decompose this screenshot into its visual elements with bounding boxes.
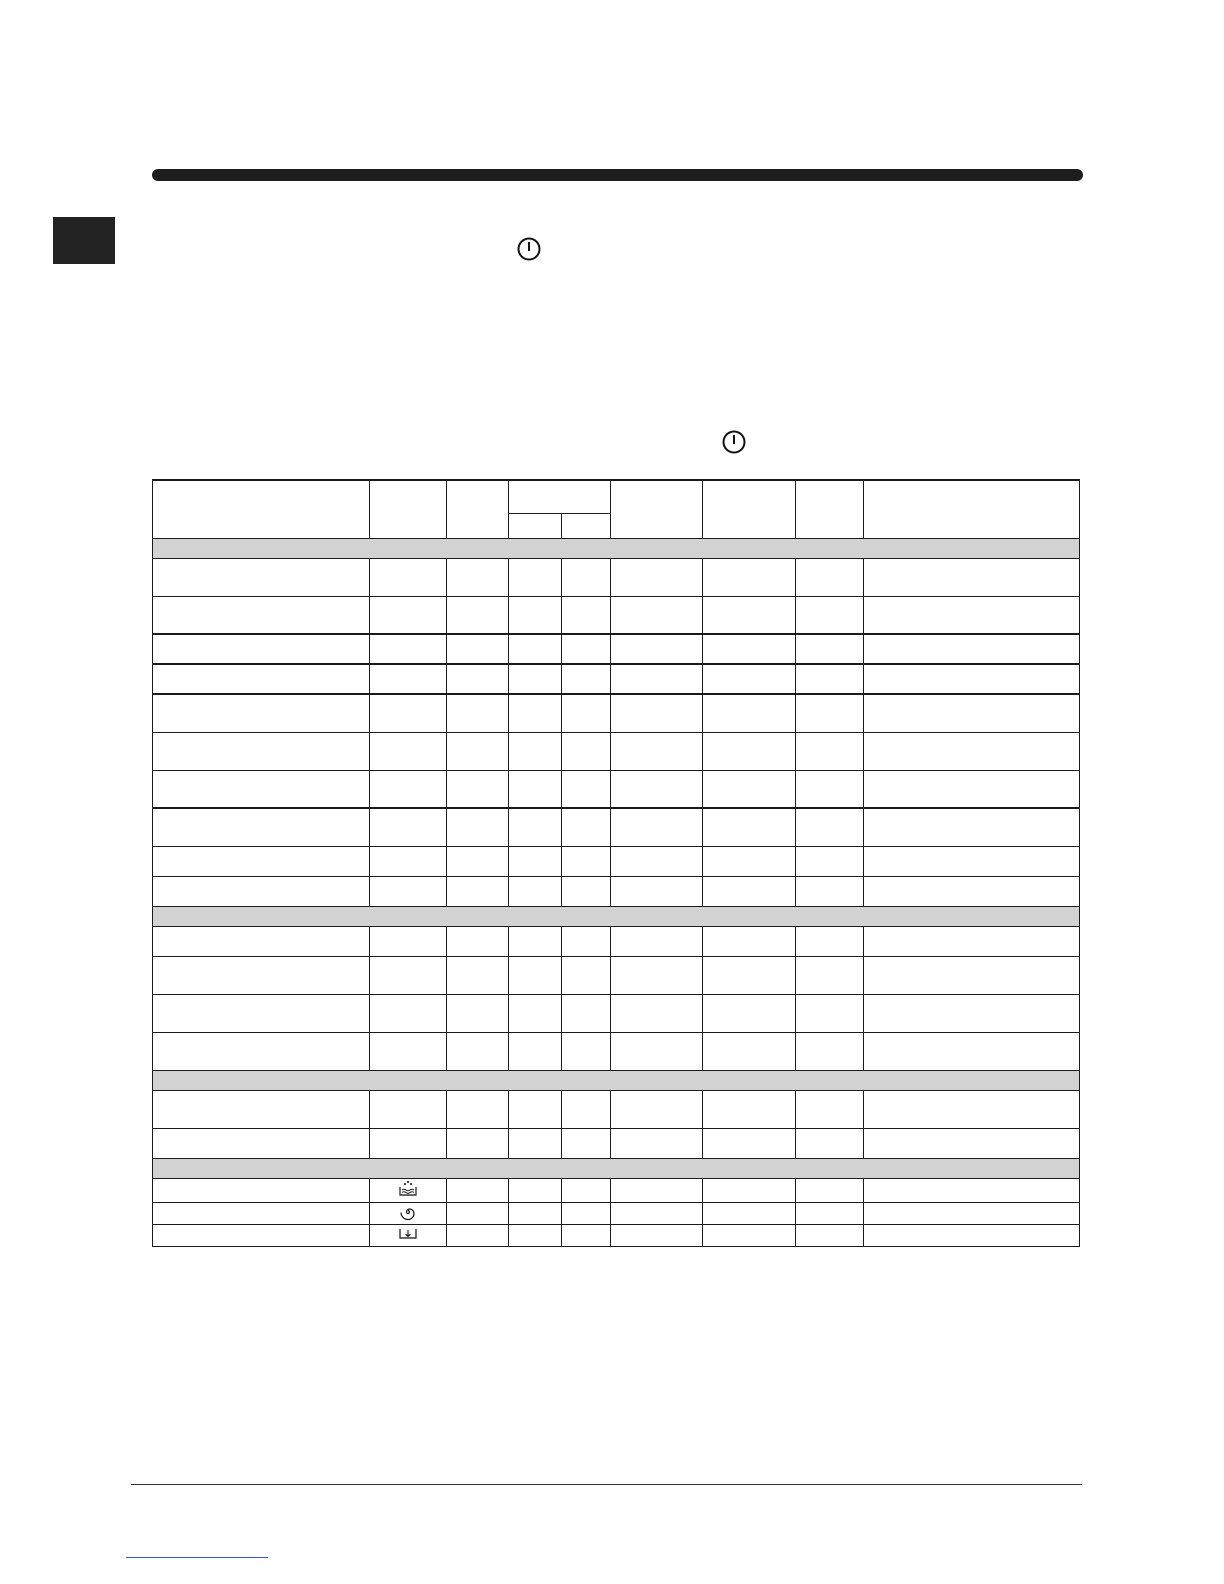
table-cell [864, 1224, 1080, 1246]
table-cell [509, 1090, 562, 1128]
table-cell [447, 634, 509, 664]
table-cell [611, 770, 703, 808]
table-cell [703, 1090, 796, 1128]
table-cell [370, 926, 447, 956]
table-row [153, 846, 1080, 876]
table-cell [864, 994, 1080, 1032]
table-cell [796, 876, 864, 906]
table-cell [153, 732, 370, 770]
table-cell [611, 634, 703, 664]
table-cell [370, 1090, 447, 1128]
table-cell [153, 1178, 370, 1202]
table-row-rinse [153, 1178, 1080, 1202]
table-cell [864, 1128, 1080, 1158]
table-cell [562, 808, 611, 846]
table-cell [562, 994, 611, 1032]
table-cell [796, 664, 864, 694]
power-icon [516, 236, 542, 262]
table-cell [703, 926, 796, 956]
language-tab-marker [53, 217, 115, 264]
table-cell [509, 926, 562, 956]
table-cell [153, 808, 370, 846]
table-cell [703, 1224, 796, 1246]
table-cell [864, 1202, 1080, 1224]
table-cell [153, 926, 370, 956]
table-cell [153, 770, 370, 808]
table-cell [509, 808, 562, 846]
table-cell [447, 1128, 509, 1158]
table-cell [370, 770, 447, 808]
table-cell [153, 1128, 370, 1158]
table-cell [562, 1202, 611, 1224]
table-cell [864, 694, 1080, 732]
table-cell [611, 808, 703, 846]
table-cell [703, 732, 796, 770]
table-cell [611, 926, 703, 956]
header-subcell [562, 513, 611, 538]
table-cell [153, 956, 370, 994]
table-cell [153, 664, 370, 694]
table-cell [509, 770, 562, 808]
table-cell [611, 1202, 703, 1224]
table-cell [796, 1032, 864, 1070]
table-cell [447, 1202, 509, 1224]
table-cell [796, 596, 864, 634]
table-cell [796, 846, 864, 876]
table-cell [864, 846, 1080, 876]
table-cell [796, 994, 864, 1032]
table-cell [562, 846, 611, 876]
table-cell [153, 694, 370, 732]
table-cell [447, 846, 509, 876]
table-cell [153, 994, 370, 1032]
table-cell [562, 634, 611, 664]
table-cell [611, 1032, 703, 1070]
table-row [153, 596, 1080, 634]
table-cell [864, 876, 1080, 906]
table-cell [864, 558, 1080, 596]
table-cell [562, 664, 611, 694]
table-cell [611, 596, 703, 634]
table-cell [703, 558, 796, 596]
table-cell [703, 876, 796, 906]
table-cell [611, 846, 703, 876]
table-cell [509, 994, 562, 1032]
table-cell [611, 664, 703, 694]
footer-link-underline[interactable] [126, 1557, 268, 1558]
table-cell [611, 956, 703, 994]
table-cell [447, 694, 509, 732]
section-band [153, 1158, 1080, 1178]
table-cell [447, 558, 509, 596]
table-cell [703, 596, 796, 634]
table-cell-icon [370, 1224, 447, 1246]
table-cell [864, 732, 1080, 770]
table-row [153, 1032, 1080, 1070]
header-rule [152, 169, 1083, 181]
table-cell [447, 1032, 509, 1070]
table-cell [562, 1090, 611, 1128]
table-cell [796, 808, 864, 846]
table-cell [562, 732, 611, 770]
table-cell [562, 1032, 611, 1070]
table-row [153, 558, 1080, 596]
table-cell [562, 956, 611, 994]
table-cell [447, 994, 509, 1032]
table-cell [864, 634, 1080, 664]
section-band [153, 538, 1080, 558]
header-cell [611, 480, 703, 538]
table-row [153, 634, 1080, 664]
table-cell [562, 770, 611, 808]
table-cell [509, 558, 562, 596]
table-cell [509, 1128, 562, 1158]
table-cell [153, 596, 370, 634]
table-cell [562, 558, 611, 596]
table-cell [864, 808, 1080, 846]
table-row [153, 956, 1080, 994]
table-cell [611, 1090, 703, 1128]
table-cell [509, 1224, 562, 1246]
table-cell [703, 1128, 796, 1158]
header-cell-description [864, 480, 1080, 538]
section-band [153, 906, 1080, 926]
table-cell [864, 596, 1080, 634]
table-cell [153, 1032, 370, 1070]
table-cell-icon [370, 1178, 447, 1202]
table-cell [153, 876, 370, 906]
table-cell [703, 1178, 796, 1202]
table-cell [447, 876, 509, 906]
table-cell [370, 846, 447, 876]
table-cell [509, 664, 562, 694]
table-row [153, 994, 1080, 1032]
table-cell [864, 770, 1080, 808]
table-cell [703, 694, 796, 732]
table-cell [447, 1090, 509, 1128]
table-cell [703, 664, 796, 694]
table-cell [370, 732, 447, 770]
table-cell [509, 596, 562, 634]
table-cell [562, 1128, 611, 1158]
table-cell-icon [370, 1202, 447, 1224]
section-band [153, 1070, 1080, 1090]
table-cell [864, 1032, 1080, 1070]
table-cell [370, 664, 447, 694]
table-cell [611, 1128, 703, 1158]
table-cell [447, 1224, 509, 1246]
table-cell [509, 1178, 562, 1202]
table-cell [703, 994, 796, 1032]
table-cell [611, 1178, 703, 1202]
table-cell [509, 956, 562, 994]
table-cell [796, 1178, 864, 1202]
wash-programmes-table [152, 479, 1080, 1247]
spin-icon [399, 1203, 417, 1224]
table-cell [796, 1128, 864, 1158]
table-row [153, 694, 1080, 732]
table-cell [796, 770, 864, 808]
table-cell [796, 926, 864, 956]
table-cell [796, 1224, 864, 1246]
table-cell [447, 770, 509, 808]
table-cell [509, 1202, 562, 1224]
table-cell [370, 808, 447, 846]
table-header-row [153, 480, 1080, 513]
table-cell [796, 1090, 864, 1128]
table-row-drain [153, 1224, 1080, 1246]
table-row [153, 732, 1080, 770]
header-cell [796, 480, 864, 538]
table-cell [153, 558, 370, 596]
table-cell [447, 1178, 509, 1202]
table-cell [864, 1090, 1080, 1128]
table-cell [370, 558, 447, 596]
header-cell [447, 480, 509, 538]
table-cell [562, 1178, 611, 1202]
header-subcell [509, 513, 562, 538]
table-row [153, 926, 1080, 956]
table-cell [562, 926, 611, 956]
table-cell [796, 732, 864, 770]
table-cell [703, 1202, 796, 1224]
table-cell [370, 694, 447, 732]
rinse-icon [398, 1180, 418, 1201]
header-cell [370, 480, 447, 538]
table-cell [509, 846, 562, 876]
table-cell [153, 846, 370, 876]
table-cell [796, 558, 864, 596]
table-cell [611, 994, 703, 1032]
table-row [153, 876, 1080, 906]
table-cell [796, 956, 864, 994]
section-row [153, 1070, 1080, 1090]
table-row [153, 1128, 1080, 1158]
table-cell [447, 732, 509, 770]
table-cell [611, 558, 703, 596]
table-row [153, 770, 1080, 808]
table-cell [153, 1224, 370, 1246]
table-cell [370, 1128, 447, 1158]
table-cell [370, 994, 447, 1032]
table-cell [796, 634, 864, 664]
table-row [153, 808, 1080, 846]
table-cell [153, 634, 370, 664]
header-cell [703, 480, 796, 538]
table-cell [370, 596, 447, 634]
table-cell [611, 732, 703, 770]
table-cell [509, 1032, 562, 1070]
table-cell [370, 1032, 447, 1070]
table-cell [509, 634, 562, 664]
table-row [153, 1090, 1080, 1128]
table-cell [562, 596, 611, 634]
table-cell [796, 694, 864, 732]
table-cell [703, 1032, 796, 1070]
table-cell [447, 956, 509, 994]
table-cell [864, 664, 1080, 694]
table-cell [562, 1224, 611, 1246]
table-cell [562, 694, 611, 732]
table-cell [509, 694, 562, 732]
table-cell [864, 926, 1080, 956]
table-cell [509, 732, 562, 770]
table-cell [370, 876, 447, 906]
section-row [153, 538, 1080, 558]
header-cell-programme [153, 480, 370, 538]
table-cell [703, 956, 796, 994]
table-cell [611, 1224, 703, 1246]
footer-rule [131, 1484, 1082, 1485]
table-cell [447, 926, 509, 956]
header-cell-detergent [509, 480, 611, 513]
table-cell [370, 634, 447, 664]
table-cell [447, 808, 509, 846]
table-cell [703, 846, 796, 876]
table-cell [864, 1178, 1080, 1202]
table-cell [153, 1090, 370, 1128]
table-cell [447, 664, 509, 694]
table-cell [864, 956, 1080, 994]
table-cell [703, 808, 796, 846]
table-cell [509, 876, 562, 906]
table-cell [703, 634, 796, 664]
table-cell [562, 876, 611, 906]
table-row [153, 664, 1080, 694]
table-row-spin [153, 1202, 1080, 1224]
table-cell [447, 596, 509, 634]
section-row [153, 1158, 1080, 1178]
table-cell [796, 1202, 864, 1224]
power-icon [721, 429, 747, 455]
table-cell [611, 694, 703, 732]
table-cell [153, 1202, 370, 1224]
section-row [153, 906, 1080, 926]
table-cell [703, 770, 796, 808]
table-cell [611, 876, 703, 906]
drain-icon [398, 1226, 418, 1245]
table-cell [370, 956, 447, 994]
